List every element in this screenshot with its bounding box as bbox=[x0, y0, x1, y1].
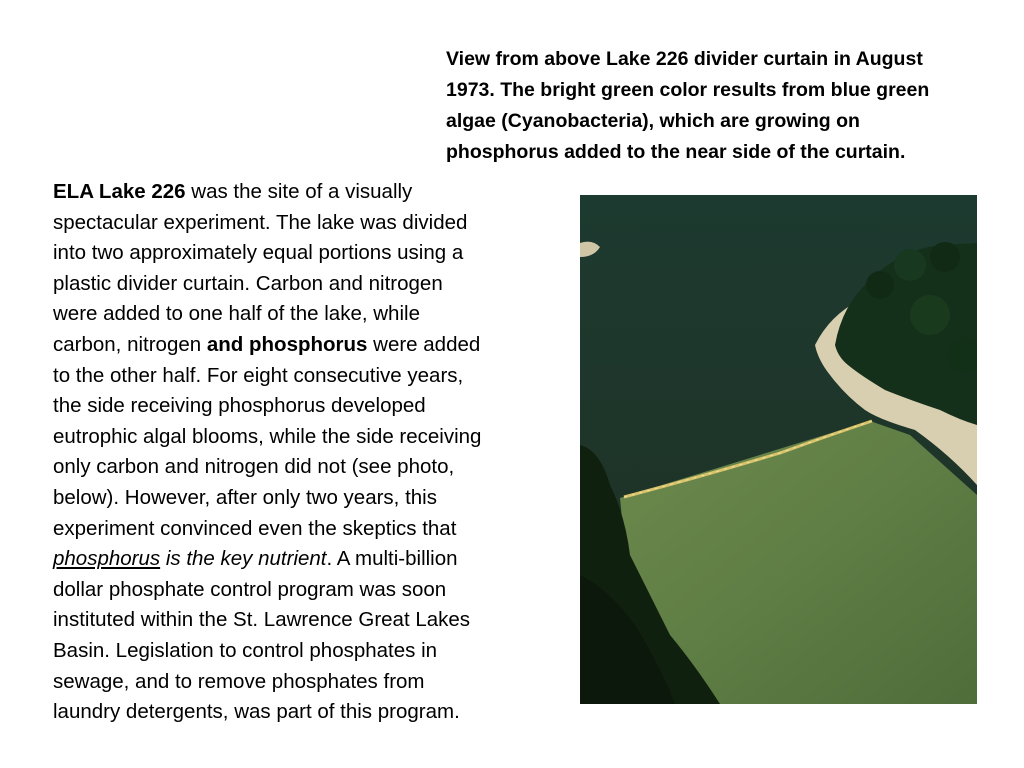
text-span: carbon, nitrogen bbox=[53, 332, 207, 356]
text-line: laundry detergents, was part of this program. bbox=[53, 700, 460, 724]
tree-cluster bbox=[930, 242, 960, 272]
caption-line: 1973. The bright green color results from blue green bbox=[446, 79, 930, 101]
text-line: only carbon and nitrogen did not (see photo, bbox=[53, 455, 455, 479]
text-line: Basin. Legislation to control phosphates in bbox=[53, 638, 438, 662]
text-line: the side receiving phosphorus developed bbox=[53, 394, 426, 418]
text-line: into two approximately equal portions using a bbox=[53, 241, 464, 265]
phosphorus-emphasis: phosphorus bbox=[53, 547, 161, 571]
lake-name-bold: ELA Lake 226 bbox=[53, 180, 186, 203]
text-line: below). However, after only two years, this bbox=[53, 485, 437, 509]
text-line bbox=[53, 544, 558, 575]
body-paragraph bbox=[53, 177, 558, 728]
text-line: to the other half. For eight consecutive years, bbox=[53, 363, 464, 387]
text-line bbox=[53, 330, 558, 361]
text-span: were added bbox=[367, 332, 481, 356]
text-line: plastic divider curtain. Carbon and nitrogen bbox=[53, 271, 443, 295]
text-line: eutrophic algal blooms, while the side receiving bbox=[53, 424, 482, 448]
photo-caption bbox=[446, 44, 1006, 168]
tree-cluster bbox=[894, 249, 926, 281]
phosphorus-bold: and phosphorus bbox=[206, 332, 368, 356]
tree-cluster bbox=[866, 271, 894, 299]
caption-line: algae (Cyanobacteria), which are growing on bbox=[446, 110, 860, 132]
lake-226-aerial-photo bbox=[580, 195, 977, 704]
text-span: was the site of a visually bbox=[185, 180, 413, 203]
text-line: were added to one half of the lake, while bbox=[53, 302, 420, 326]
text-line: experiment convinced even the skeptics that bbox=[53, 516, 457, 540]
caption-line: phosphorus added to the near side of the curtain. bbox=[446, 141, 906, 163]
tree-cluster bbox=[910, 295, 950, 335]
text-span: . A multi-billion bbox=[326, 547, 458, 571]
text-line: instituted within the St. Lawrence Great Lakes bbox=[53, 608, 471, 632]
text-line: spectacular experiment. The lake was divided bbox=[53, 210, 468, 234]
lake-photo-illustration bbox=[580, 195, 977, 704]
text-line: sewage, and to remove phosphates from bbox=[53, 669, 425, 693]
text-line bbox=[53, 177, 558, 208]
text-line: dollar phosphate control program was soon bbox=[53, 577, 447, 601]
caption-line: View from above Lake 226 divider curtain in August bbox=[446, 48, 923, 70]
key-nutrient-emphasis: is the key nutrient bbox=[160, 547, 327, 571]
